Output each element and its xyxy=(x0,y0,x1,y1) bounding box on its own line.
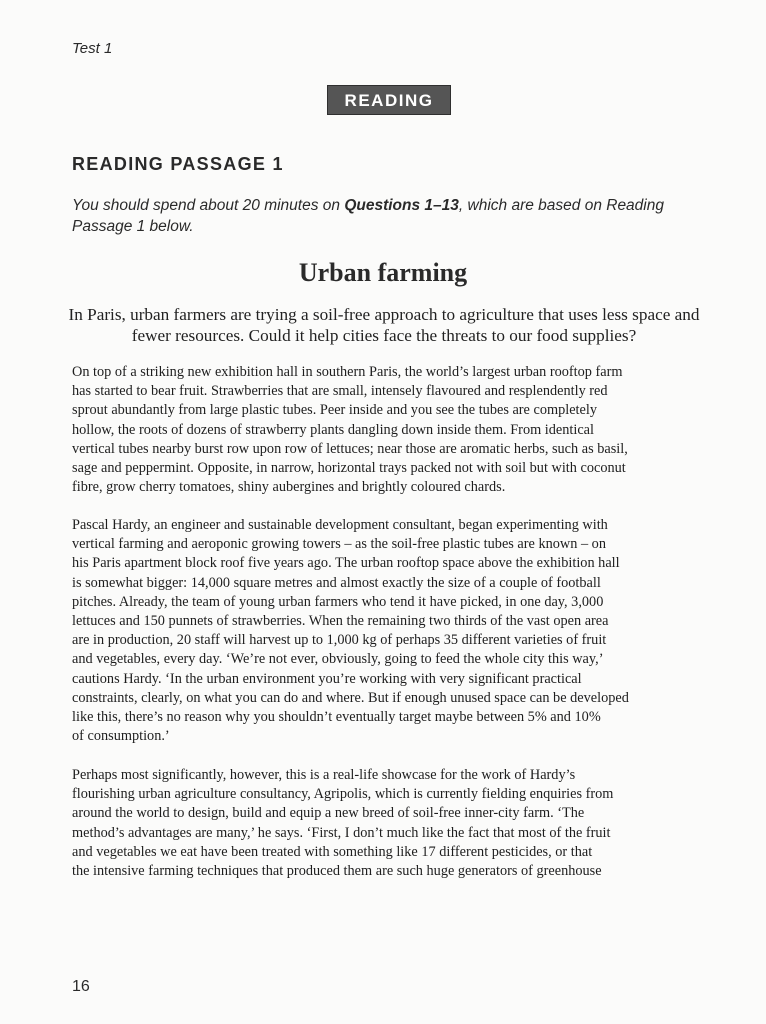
paragraph-line: are in production, 20 staff will harvest up to 1,000 kg of perhaps 35 different varieties of fruit xyxy=(72,632,607,649)
article-paragraph-1 xyxy=(72,363,712,497)
paragraph-line: hollow, the roots of dozens of strawberry plants dangling down inside them. From identical xyxy=(72,421,595,438)
paragraph-line: his Paris apartment block roof five years ago. The urban rooftop space above the exhibition hall xyxy=(72,555,620,572)
paragraph-line: vertical farming and aeroponic growing towers – as the soil-free plastic tubes are known – on xyxy=(72,536,606,553)
paragraph-line: is somewhat bigger: 14,000 square metres and almost exactly the size of a couple of football xyxy=(72,574,601,591)
paragraph-line: the intensive farming techniques that produced them are such huge generators of greenhouse xyxy=(72,863,602,880)
paragraph-line: flourishing urban agriculture consultancy, Agripolis, which is currently fielding enquiries from xyxy=(72,786,614,803)
passage-heading: READING PASSAGE 1 xyxy=(72,154,284,174)
article-paragraph-2 xyxy=(72,516,712,746)
paragraph-line: sage and peppermint. Opposite, in narrow, horizontal trays packed not with soil but with coconut xyxy=(72,460,626,477)
paragraph-line: like this, there’s no reason why you shouldn’t eventually target maybe between 5% and 10% xyxy=(72,709,601,726)
paragraph-line: On top of a striking new exhibition hall in southern Paris, the world’s largest urban rooftop farm xyxy=(72,364,623,380)
article-title: Urban farming xyxy=(298,258,468,287)
paragraph-line: and vegetables, every day. ‘We’re not ever, obviously, going to feed the whole city this way,’ xyxy=(72,651,604,668)
paragraph-line: and vegetables we eat have been treated with something like 17 different pesticides, or that xyxy=(72,843,593,860)
paragraph-line: constraints, clearly, on what you can do and where. But if enough unused space can be developed xyxy=(72,689,629,706)
page-number: 16 xyxy=(72,978,90,995)
paragraph-line: sprout abundantly from large plastic tubes. Peer inside and you see the tubes are completely xyxy=(72,402,597,419)
instruction-post: , which are based on Reading Passage 1 below. xyxy=(72,197,664,235)
test-label: Test 1 xyxy=(72,40,113,57)
instruction-text xyxy=(72,195,712,237)
article-paragraph-3 xyxy=(72,766,712,881)
paragraph-line: Pascal Hardy, an engineer and sustainable development consultant, began experimenting with xyxy=(72,517,608,533)
paragraph-line: fibre, grow cherry tomatoes, shiny aubergines and brightly coloured chards. xyxy=(72,479,506,496)
paragraph-line: cautions Hardy. ‘In the urban environment you’re working with very significant practical xyxy=(72,670,582,687)
paragraph-line: of consumption.’ xyxy=(72,728,170,745)
instruction-pre: You should spend about 20 minutes on xyxy=(72,197,345,214)
paragraph-line: vertical tubes nearby burst row upon row of lettuces; near those are aromatic herbs, such as basil, xyxy=(72,440,628,457)
instruction-questions: Questions 1–13 xyxy=(344,197,459,214)
paragraph-line: method’s advantages are many,’ he says. ‘First, I don’t much like the fact that most of the fruit xyxy=(72,824,611,841)
paragraph-line: pitches. Already, the team of young urban farmers who tend it have picked, in one day, 3,000 xyxy=(72,593,604,610)
paragraph-line: has started to bear fruit. Strawberries that are small, intensely flavoured and resplendently red xyxy=(72,383,608,400)
paragraph-line: around the world to design, build and equip a new breed of soil-free inner-city farm. ‘The xyxy=(72,805,585,822)
paragraph-line: Perhaps most significantly, however, this is a real-life showcase for the work of Hardy’s xyxy=(72,767,576,783)
paragraph-line: lettuces and 150 punnets of strawberries. When the remaining two thirds of the vast open area xyxy=(72,613,609,630)
article-standfirst: In Paris, urban farmers are trying a soil-free approach to agriculture that uses less space and fewer resources. Could it help cities face the threats to our food supplies? xyxy=(68,305,700,345)
section-banner: READING xyxy=(327,85,451,115)
